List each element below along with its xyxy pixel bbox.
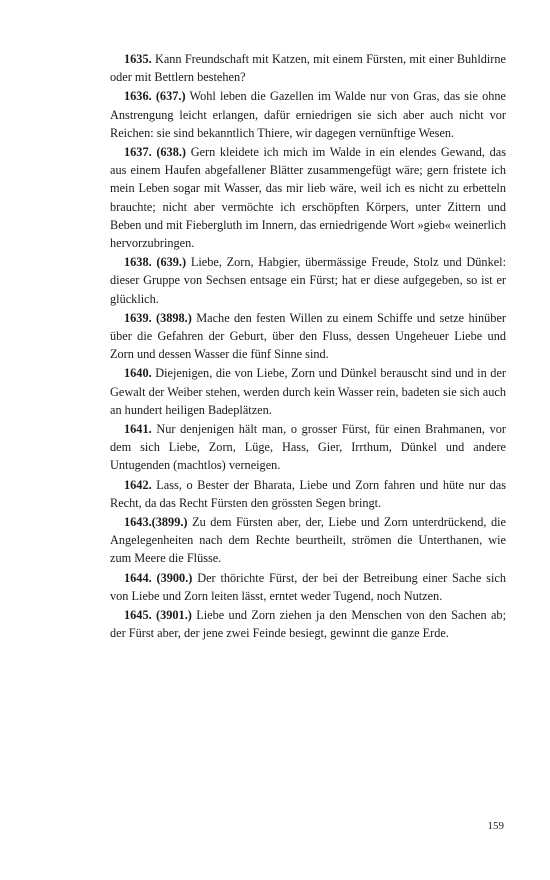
entry-text: Wohl leben die Gazellen im Walde nur von Gras, das sie ohne Anstrengung leicht erlangen, dafür erniedrigen sie sich aber auch nicht vor Reichen: sie sind bekanntlich Thiere, wir dagegen vernünftige Wesen. (110, 89, 506, 140)
page-body (110, 50, 506, 644)
entry-text: Lass, o Bester der Bharata, Liebe und Zorn fahren und hüte nur das Recht, da das Recht Fürsten den grössten Segen bringt. (110, 477, 506, 510)
entry-1644 (110, 569, 506, 605)
entry-number: 1635. (124, 52, 152, 66)
entry-number: 1638. (639.) (124, 255, 187, 270)
entry-number: 1644. (3900.) (124, 570, 193, 585)
entry-1645 (110, 606, 506, 642)
entry-number: 1643.(3899.) (124, 515, 188, 530)
entry-1643 (110, 513, 506, 568)
entry-text: Kann Freundschaft mit Katzen, mit einem Fürsten, mit einer Buhldirne oder mit Bettlern bestehen? (110, 52, 506, 85)
entry-number: 1641. (124, 422, 152, 437)
entry-number: 1642. (124, 477, 152, 492)
entry-number: 1637. (638.) (124, 145, 187, 160)
entry-text: Diejenigen, die von Liebe, Zorn und Dünkel berauscht sind und in der Gewalt der Weiber stehen, werden durch kein Wasser rein, badeten sie sich auch an hundert heiligen Badeplätzen. (110, 366, 506, 417)
entry-1635 (110, 50, 506, 86)
entry-number: 1640. (124, 366, 152, 381)
entry-1642 (110, 476, 506, 512)
entry-1637 (110, 143, 506, 252)
entry-1639 (110, 309, 506, 364)
entry-text: Gern kleidete ich mich im Walde in ein elendes Gewand, das aus einem Haufen abgefallener Blätter zusammengefügt wäre; gern fristete ich mein Leben sogar mit Wasser, das mir lieb wäre, weil ich es nicht zu erbetteln brauchte; nicht aber vermöchte ich erschöpften Körpers, unter Zittern und Beben und mit Fiebergluth im Innern, das erniedrigende Wort »gieb« weinerlich hervorzubringen. (110, 145, 507, 251)
entry-number: 1636. (637.) (124, 89, 186, 104)
entry-1638 (110, 253, 506, 308)
entry-text: Nur denjenigen hält man, o grosser Fürst, für einen Brahmanen, vor dem sich Liebe, Zorn, Lüge, Hass, Gier, Irrthum, Dünkel und andere Untugenden (machtlos) verneigen. (110, 422, 507, 473)
entry-text: Liebe, Zorn, Habgier, übermässige Freude, Stolz und Dünkel: dieser Gruppe von Sechsen entsage ein Fürst; hat er diese aufgegeben, so ist er glücklich. (110, 255, 507, 306)
entry-text: Zu dem Fürsten aber, der, Liebe und Zorn unterdrückend, die Angelegenheiten nach dem Rechte beurtheilt, strömen die Unterthanen, wie zum Meere die Flüsse. (110, 515, 506, 566)
entry-1640 (110, 364, 506, 419)
entry-1636 (110, 87, 506, 142)
entry-number: 1639. (3898.) (124, 310, 192, 325)
entry-1641 (110, 420, 506, 475)
entry-number: 1645. (3901.) (124, 608, 192, 623)
entry-text: Liebe und Zorn ziehen ja den Menschen von den Sachen ab; der Fürst aber, der jene zwei Feinde besiegt, gewinnt die ganze Erde. (110, 608, 506, 641)
page-number: 159 (487, 820, 504, 832)
entry-text: Der thörichte Fürst, der bei der Betreibung einer Sache sich von Liebe und Zorn leiten lässt, erntet weder Tugend, noch Nutzen. (110, 570, 506, 603)
entry-text: Mache den festen Willen zu einem Schiffe und setze hinüber über die Gefahren der Geburt, über den Fluss, dessen Ungeheuer Liebe und Zorn und dessen Wasser die fünf Sinne sind. (110, 310, 507, 362)
